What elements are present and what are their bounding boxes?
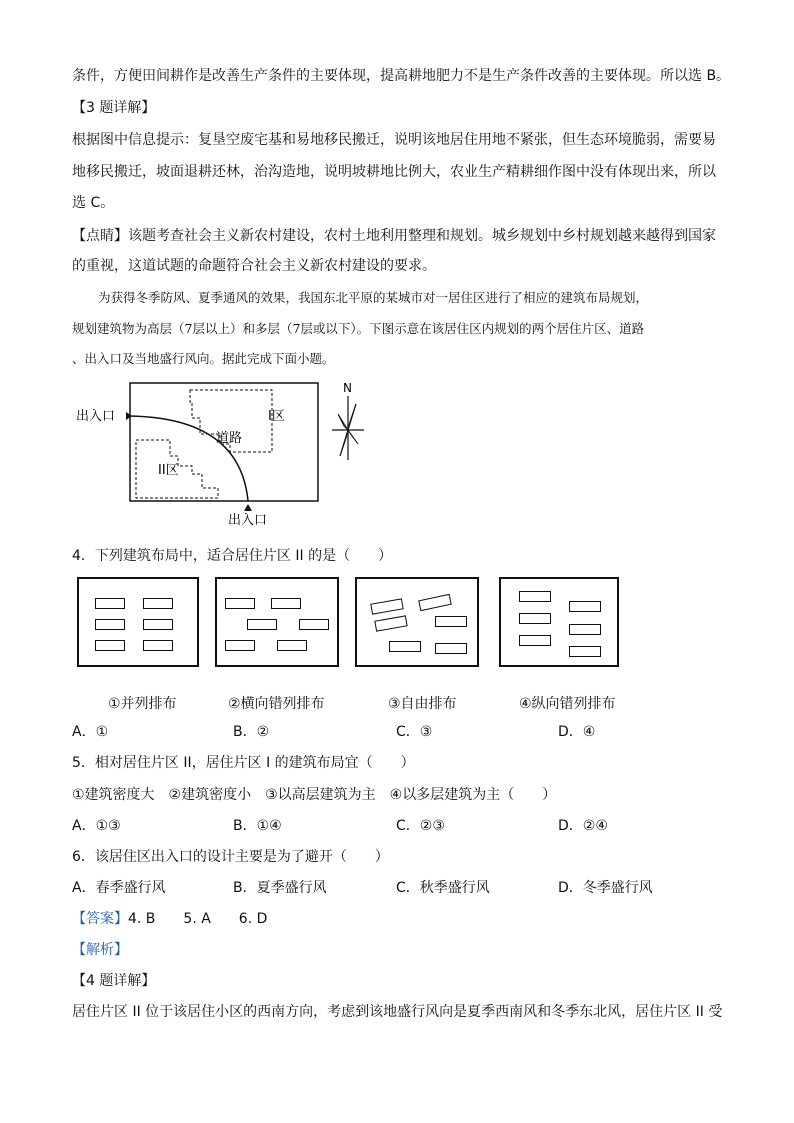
building-block bbox=[418, 594, 452, 611]
residential-map bbox=[70, 378, 380, 528]
paragraph-line: 根据图中信息提示：复垦空废宅基和易地移民搬迁，说明该地居住用地不紧张，但生态环境脆弱，需要易 bbox=[72, 132, 716, 148]
analysis-label: 【解析】 bbox=[72, 942, 128, 958]
q6-option-a: A．春季盛行风 bbox=[72, 880, 166, 896]
layout-parallel bbox=[77, 577, 199, 667]
intro-line: 、出入口及当地盛行风向。据此完成下面小题。 bbox=[72, 351, 335, 366]
building-block bbox=[277, 640, 307, 651]
building-block bbox=[143, 640, 173, 651]
q5-option-a: A．①③ bbox=[72, 818, 121, 834]
question-5-stem: 5．相对居住片区 II，居住片区 I 的建筑布局宜（ ） bbox=[72, 755, 415, 771]
north-label: N bbox=[343, 381, 352, 395]
building-block bbox=[271, 598, 301, 609]
layout-horizontal-staggered bbox=[215, 577, 339, 667]
road-curve bbox=[130, 416, 248, 501]
layout-caption: ④纵向错列排布 bbox=[519, 696, 616, 712]
building-block bbox=[225, 598, 255, 609]
entrance-top-arrow bbox=[126, 412, 132, 420]
zone-2-label: II区 bbox=[158, 463, 179, 478]
building-block bbox=[299, 619, 329, 630]
building-block bbox=[569, 601, 601, 612]
wind-rose-northeast bbox=[348, 404, 356, 430]
q4-option-b: B．② bbox=[233, 724, 270, 740]
building-block bbox=[389, 641, 421, 652]
tip-line: 【点睛】该题考查社会主义新农村建设，农村土地利用整理和规划。城乡规划中乡村规划越来越得到国家 bbox=[72, 228, 716, 244]
question-6-stem: 6．该居住区出入口的设计主要是为了避开（ ） bbox=[72, 849, 389, 865]
answer-label: 【答案】 bbox=[72, 911, 128, 927]
answer-text: 4. B 5. A 6. D bbox=[128, 911, 268, 927]
q5-option-c: C．②③ bbox=[396, 818, 445, 834]
building-block bbox=[435, 616, 467, 627]
layout-vertical-staggered bbox=[499, 577, 619, 667]
building-block bbox=[143, 598, 173, 609]
paragraph-line: 地移民搬迁，坡面退耕还林，治沟造地，说明坡耕地比例大，农业生产精耕细作图中没有体现出来，所以 bbox=[72, 164, 716, 180]
entrance-top-label: 出入口 bbox=[76, 409, 116, 424]
q6-option-b: B．夏季盛行风 bbox=[233, 880, 327, 896]
building-block bbox=[519, 635, 551, 646]
building-block bbox=[95, 619, 125, 630]
entrance-bottom-label: 出入口 bbox=[228, 513, 268, 528]
layout-caption: ①并列排布 bbox=[108, 696, 177, 712]
entrance-bottom-arrow bbox=[244, 504, 252, 511]
tip-line: 的重视，这道试题的命题符合社会主义新农村建设的要求。 bbox=[72, 258, 436, 274]
q4-option-d: D．④ bbox=[558, 724, 596, 740]
q6-option-d: D．冬季盛行风 bbox=[558, 880, 653, 896]
q5-option-b: B．①④ bbox=[233, 818, 282, 834]
building-block bbox=[247, 619, 277, 630]
building-block bbox=[519, 591, 551, 602]
layout-caption: ②横向错列排布 bbox=[228, 696, 325, 712]
building-block bbox=[569, 646, 601, 657]
building-block bbox=[225, 640, 255, 651]
paragraph-line: 居住片区 II 位于该居住小区的西南方向，考虑到该地盛行风向是夏季西南风和冬季东北风，居住片区 II 受 bbox=[72, 1004, 723, 1020]
building-block bbox=[95, 640, 125, 651]
paragraph-line: 条件，方便田间耕作是改善生产条件的主要体现，提高耕地肥力不是生产条件改善的主要体现。所以选 B。 bbox=[72, 68, 731, 84]
q5-option-d: D．②④ bbox=[558, 818, 608, 834]
q4-option-c: C．③ bbox=[396, 724, 433, 740]
zone-1-label: I区 bbox=[268, 409, 285, 424]
q4-option-a: A．① bbox=[72, 724, 109, 740]
road-label: 道路 bbox=[216, 431, 243, 446]
building-block bbox=[370, 598, 403, 614]
q6-option-c: C．秋季盛行风 bbox=[396, 880, 490, 896]
question-4-stem: 4．下列建筑布局中，适合居住片区 II 的是（ ） bbox=[72, 548, 393, 564]
wind-rose-northwest bbox=[338, 414, 348, 430]
section-heading: 【3 题详解】 bbox=[72, 100, 156, 116]
intro-line: 为获得冬季防风、夏季通风的效果，我国东北平原的某城市对一居住区进行了相应的建筑布局规划， bbox=[98, 290, 649, 305]
question-5-choices: ①建筑密度大 ②建筑密度小 ③以高层建筑为主 ④以多层建筑为主（ ） bbox=[72, 787, 557, 803]
paragraph-line: 选 C。 bbox=[72, 195, 115, 211]
answer-line bbox=[72, 909, 267, 929]
wind-rose-southeast bbox=[348, 430, 358, 444]
layout-caption: ③自由排布 bbox=[388, 696, 457, 712]
building-block bbox=[435, 643, 467, 654]
building-block bbox=[569, 624, 601, 635]
building-block bbox=[519, 613, 551, 624]
wind-rose-southwest bbox=[340, 430, 348, 456]
building-block bbox=[374, 615, 407, 631]
building-block bbox=[143, 619, 173, 630]
section-heading: 【4 题详解】 bbox=[72, 973, 156, 989]
intro-line: 规划建筑物为高层（7层以上）和多层（7层或以下）。下图示意在该居住区内规划的两个居住片区、道路 bbox=[72, 321, 645, 336]
layout-free bbox=[355, 577, 479, 667]
building-block bbox=[95, 598, 125, 609]
